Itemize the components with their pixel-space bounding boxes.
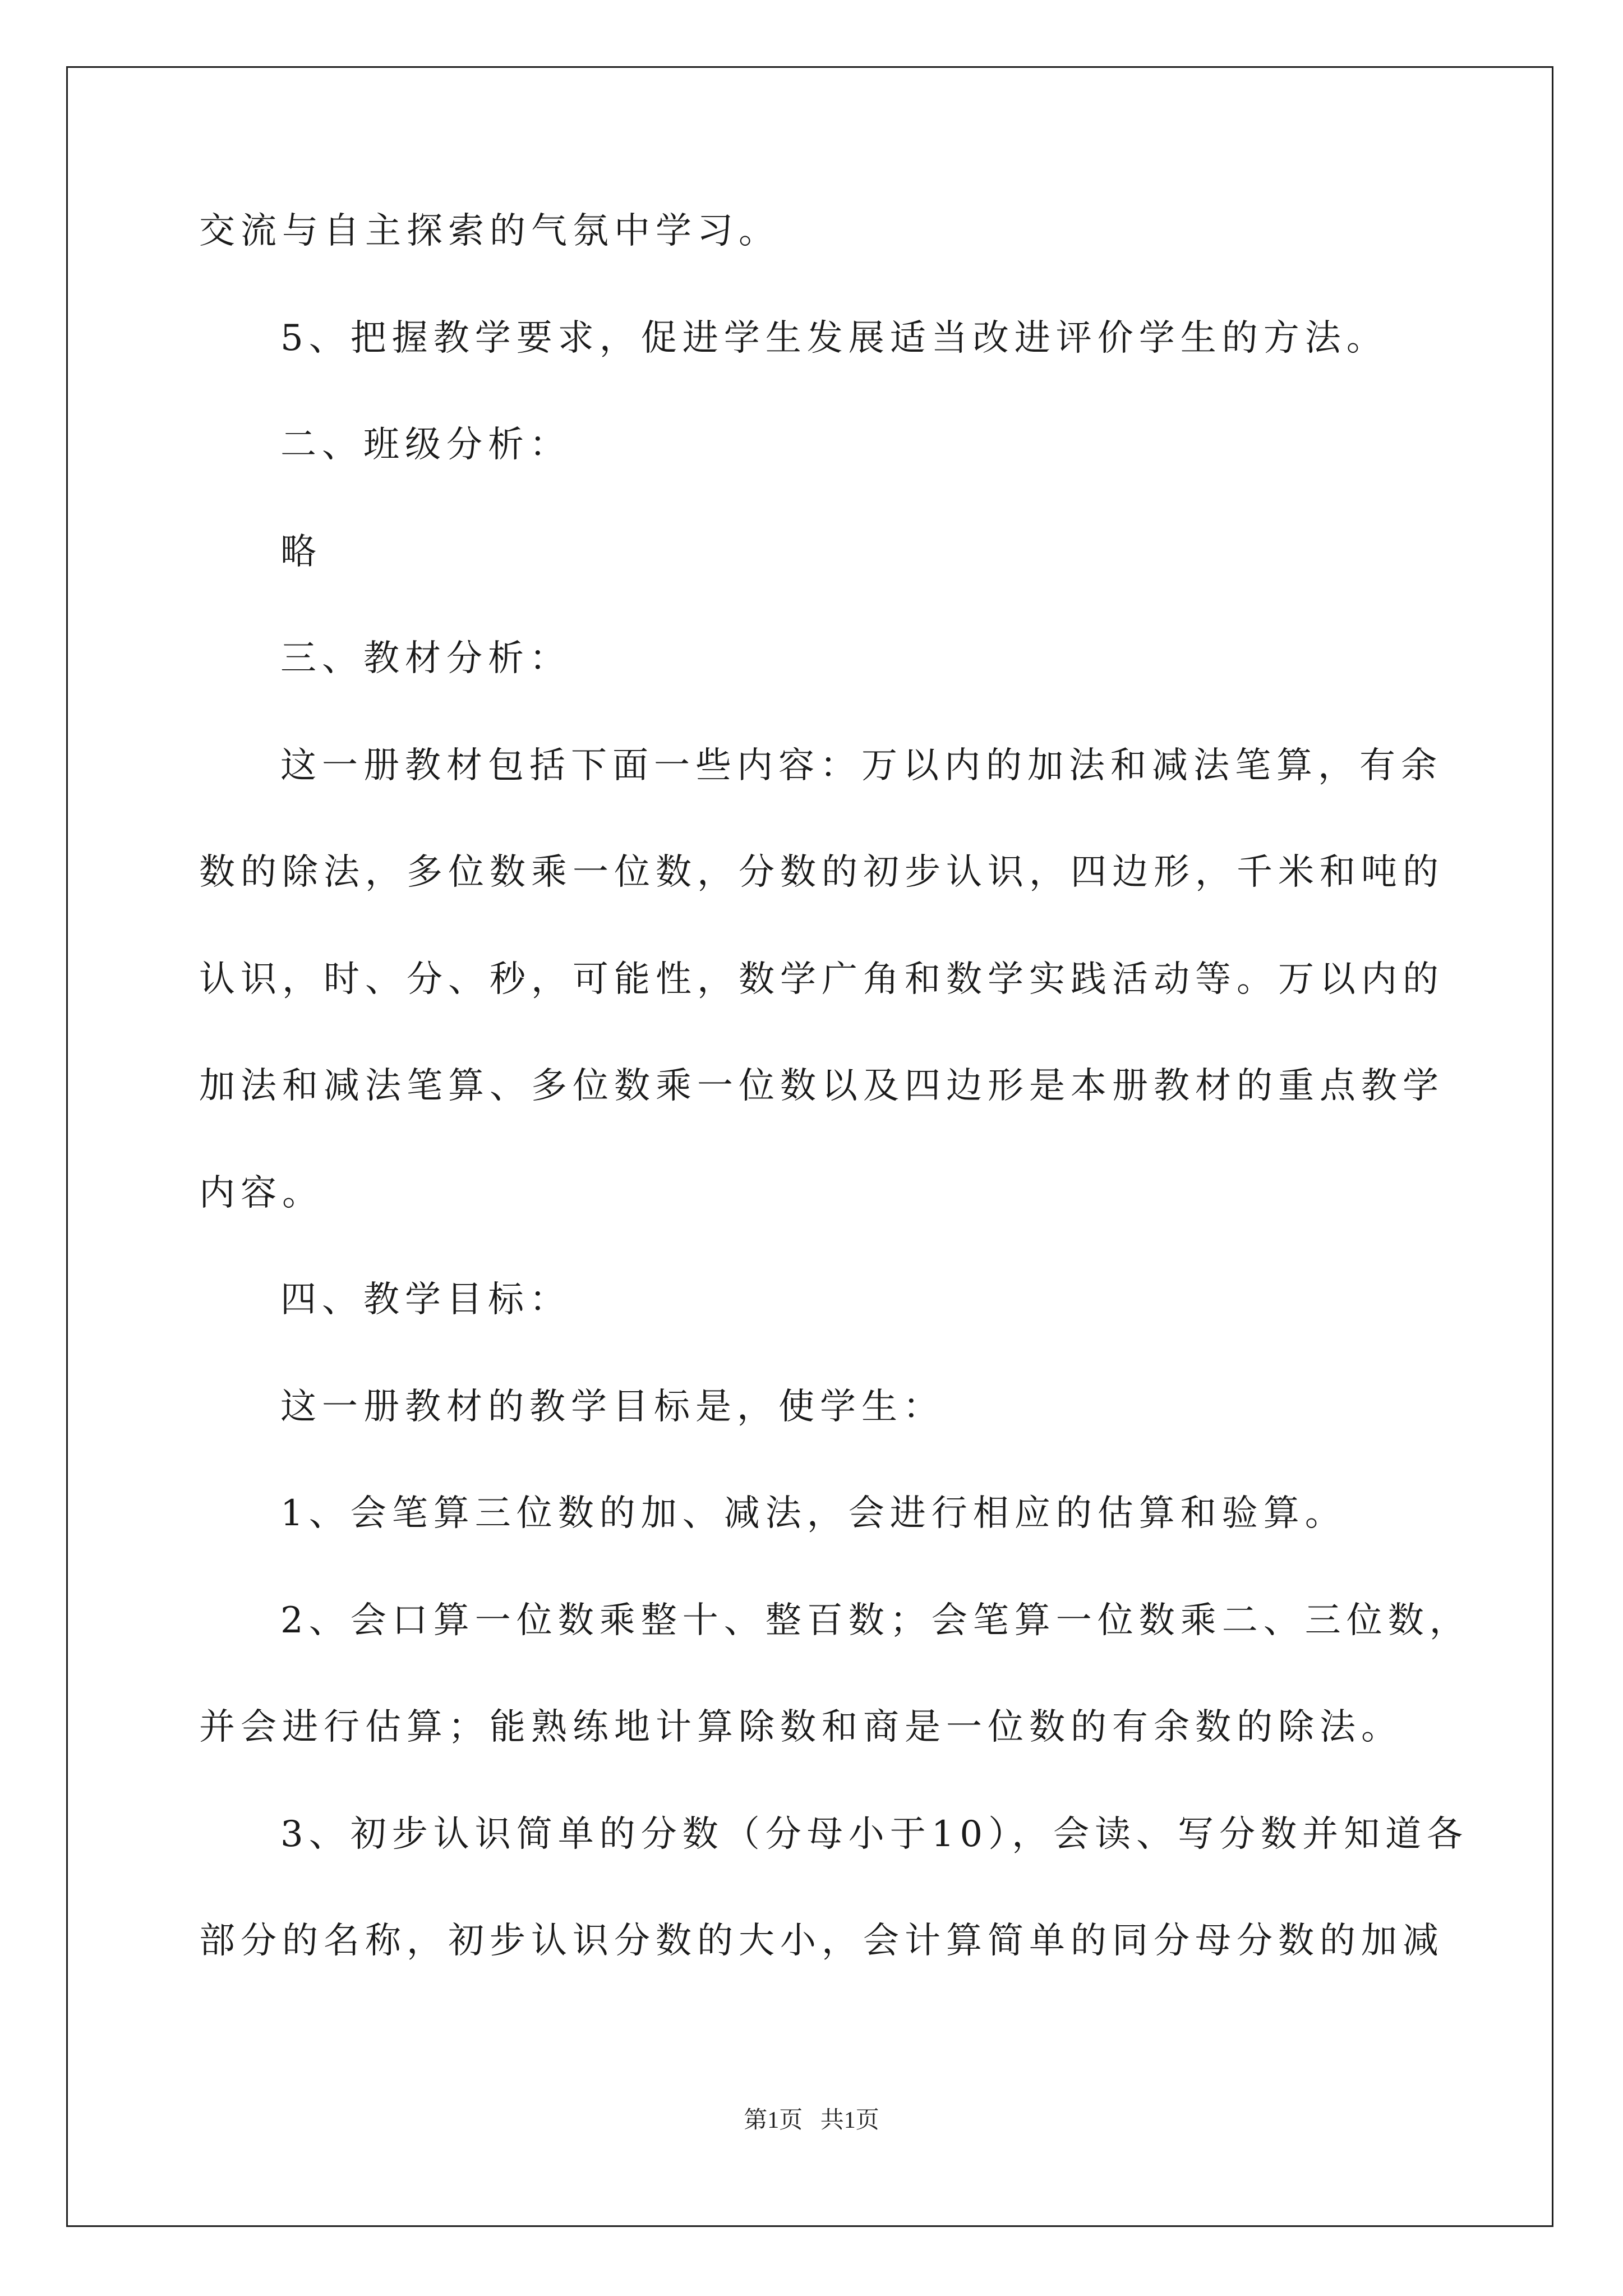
text-line: 这一册教材包括下面一些内容：万以内的加法和减法笔算，有余 [280,745,1442,786]
text-line: 部分的名称，初步认识分数的大小，会计算简单的同分母分数的加减 [199,1920,1444,1962]
text-line: 加法和减法笔算、多位数乘一位数以及四边形是本册教材的重点教学 [199,1065,1444,1107]
text-line: 5、把握教学要求，促进学生发展适当改进评价学生的方法。 [280,318,1388,359]
section-heading: 四、教学目标： [280,1279,571,1320]
text-line: 交流与自主探索的气氛中学习。 [199,210,780,252]
page-border [66,66,1553,2227]
text-line: 略 [280,531,322,573]
section-heading: 二、班级分析： [280,424,571,466]
text-line: 数的除法，多位数乘一位数，分数的初步认识，四边形，千米和吨的 [199,852,1444,893]
text-line: 1、会笔算三位数的加、减法，会进行相应的估算和验算。 [280,1493,1347,1534]
text-line: 2、会口算一位数乘整十、整百数；会笔算一位数乘二、三位数， [280,1600,1471,1641]
text-line: 3、初步认识简单的分数（分母小于10），会读、写分数并知道各 [280,1814,1469,1855]
text-line: 并会进行估算；能熟练地计算除数和商是一位数的有余数的除法。 [199,1706,1403,1748]
text-line: 认识，时、分、秒，可能性，数学广角和数学实践活动等。万以内的 [199,959,1444,1000]
page-footer: 第1页 共1页 [744,2108,879,2133]
section-heading: 三、教材分析： [280,638,571,679]
text-line: 内容。 [199,1172,324,1214]
text-line: 这一册教材的教学目标是，使学生： [280,1386,944,1428]
